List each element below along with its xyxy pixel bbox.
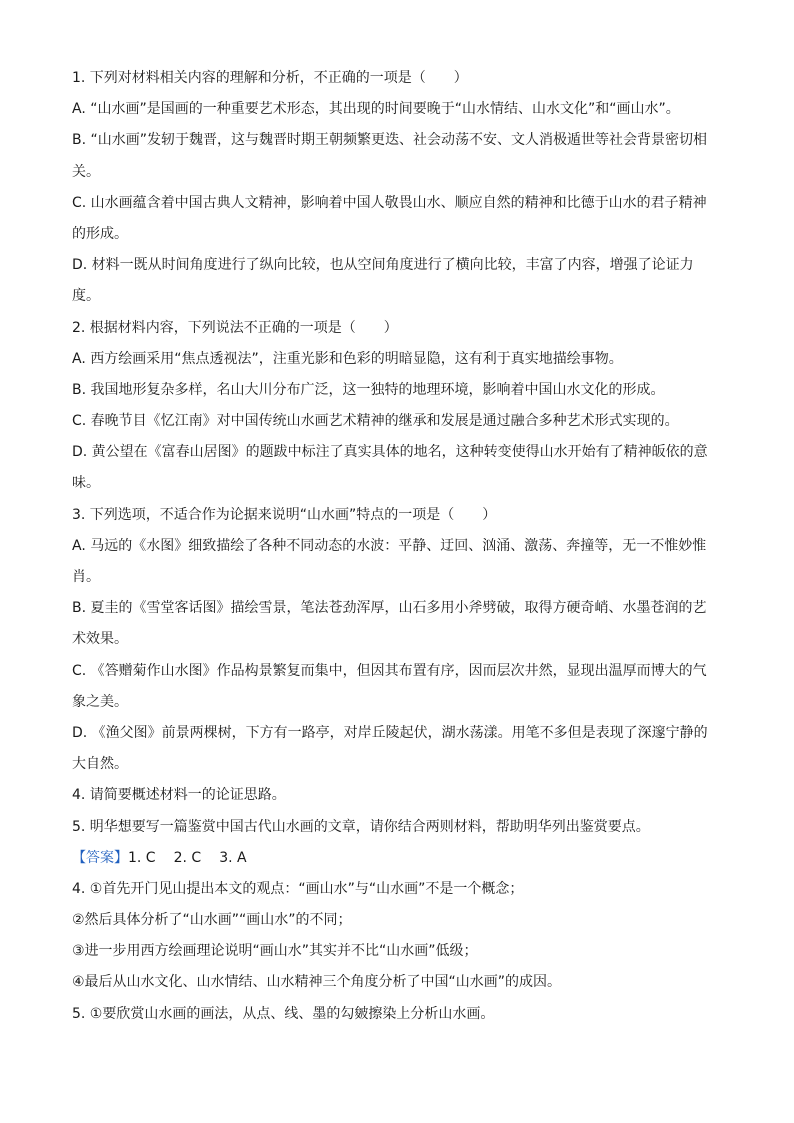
q3-option-d: D. 《渔父图》前景两棵树，下方有一路亭，对岸丘陵起伏，湖水荡漾。用笔不多但是表现了深邃宁静的: [72, 724, 708, 741]
answer-key: [72, 843, 724, 874]
q1-option-a: A. “山水画”是国画的一种重要艺术形态，其出现的时间要晚于“山水情结、山水文化”和“画山水”。: [72, 101, 680, 118]
answer-4-line: ②然后具体分析了“山水画”“画山水”的不同；: [72, 912, 352, 929]
q3-option-a-cont: 肖。: [72, 569, 100, 585]
q2-option-b: B. 我国地形复杂多样，名山大川分布广泛，这一独特的地理环境，影响着中国山水文化的形成。: [72, 381, 665, 398]
q2-option-c: C. 春晚节目《忆江南》对中国传统山水画艺术精神的继承和发展是通过融合多种艺术形式实现的。: [72, 413, 679, 430]
q3-option-b: B. 夏圭的《雪堂客话图》描绘雪景，笔法苍劲浑厚，山石多用小斧劈破，取得方硬奇峭、水墨苍润的艺: [72, 600, 707, 617]
q1-option-b-cont: 关。: [72, 163, 100, 180]
answer-4-line: ③进一步用西方绘画理论说明“画山水”其实并不比“山水画”低级；: [72, 943, 478, 960]
answer-item: 2. C: [173, 849, 202, 866]
question-1-stem: 1. 下列对材料相关内容的理解和分析，不正确的一项是（ ）: [72, 70, 468, 86]
q1-option-b: B. “山水画”发轫于魏晋，这与魏晋时期王朝频繁更迭、社会动荡不安、文人消极遁世等社会背景密切相: [72, 132, 708, 149]
answer-item: 3. A: [219, 849, 247, 866]
answer-5-line: 5. ①要欣赏山水画的画法，从点、线、墨的勾皴擦染上分析山水画。: [72, 1005, 495, 1022]
question-4: 4. 请简要概述材料一的论证思路。: [72, 787, 286, 804]
document-content: [72, 63, 724, 1030]
q2-option-a: A. 西方绘画采用“焦点透视法”，注重光影和色彩的明暗显隐，这有利于真实地描绘事物。: [72, 350, 623, 367]
q3-option-c: C. 《答赠菊作山水图》作品构景繁复而集中，但因其布置有序，因而层次井然，显现出温厚而博大的气: [72, 662, 707, 679]
answer-4-line: 4. ①首先开门见山提出本文的观点：“画山水”与“山水画”不是一个概念；: [72, 880, 524, 897]
q3-option-d-cont: 大自然。: [72, 756, 128, 773]
answer-item: 1. C: [128, 849, 156, 866]
q2-option-d-cont: 味。: [72, 475, 100, 492]
q1-option-c: C. 山水画蕴含着中国古典人文精神，影响着中国人敬畏山水、顺应自然的精神和比德于山水的君子精神: [72, 194, 707, 211]
answer-4-line: ④最后从山水文化、山水情结、山水精神三个角度分析了中国“山水画”的成因。: [72, 974, 562, 991]
question-3-stem: 3. 下列选项，不适合作为论据来说明“山水画”特点的一项是（ ）: [72, 506, 497, 523]
question-2-stem: 2. 根据材料内容，下列说法不正确的一项是（ ）: [72, 319, 398, 336]
q3-option-c-cont: 象之美。: [72, 693, 128, 710]
q1-option-d: D. 材料一既从时间角度进行了纵向比较，也从空间角度进行了横向比较，丰富了内容，增强了论证力: [72, 257, 694, 274]
q1-option-d-cont: 度。: [72, 288, 100, 305]
question-5: 5. 明华想要写一篇鉴赏中国古代山水画的文章，请你结合两则材料，帮助明华列出鉴赏要点。: [72, 818, 650, 835]
answer-label: 【答案】: [72, 849, 128, 866]
q2-option-d: D. 黄公望在《富春山居图》的题跋中标注了真实具体的地名，这种转变使得山水开始有了精神皈依的意: [72, 444, 708, 461]
q1-option-c-cont: 的形成。: [72, 225, 128, 242]
q3-option-b-cont: 术效果。: [72, 631, 128, 648]
q3-option-a: A. 马远的《水图》细致描绘了各种不同动态的水波：平静、迂回、汹涌、激荡、奔撞等，无一不惟妙惟: [72, 537, 707, 554]
